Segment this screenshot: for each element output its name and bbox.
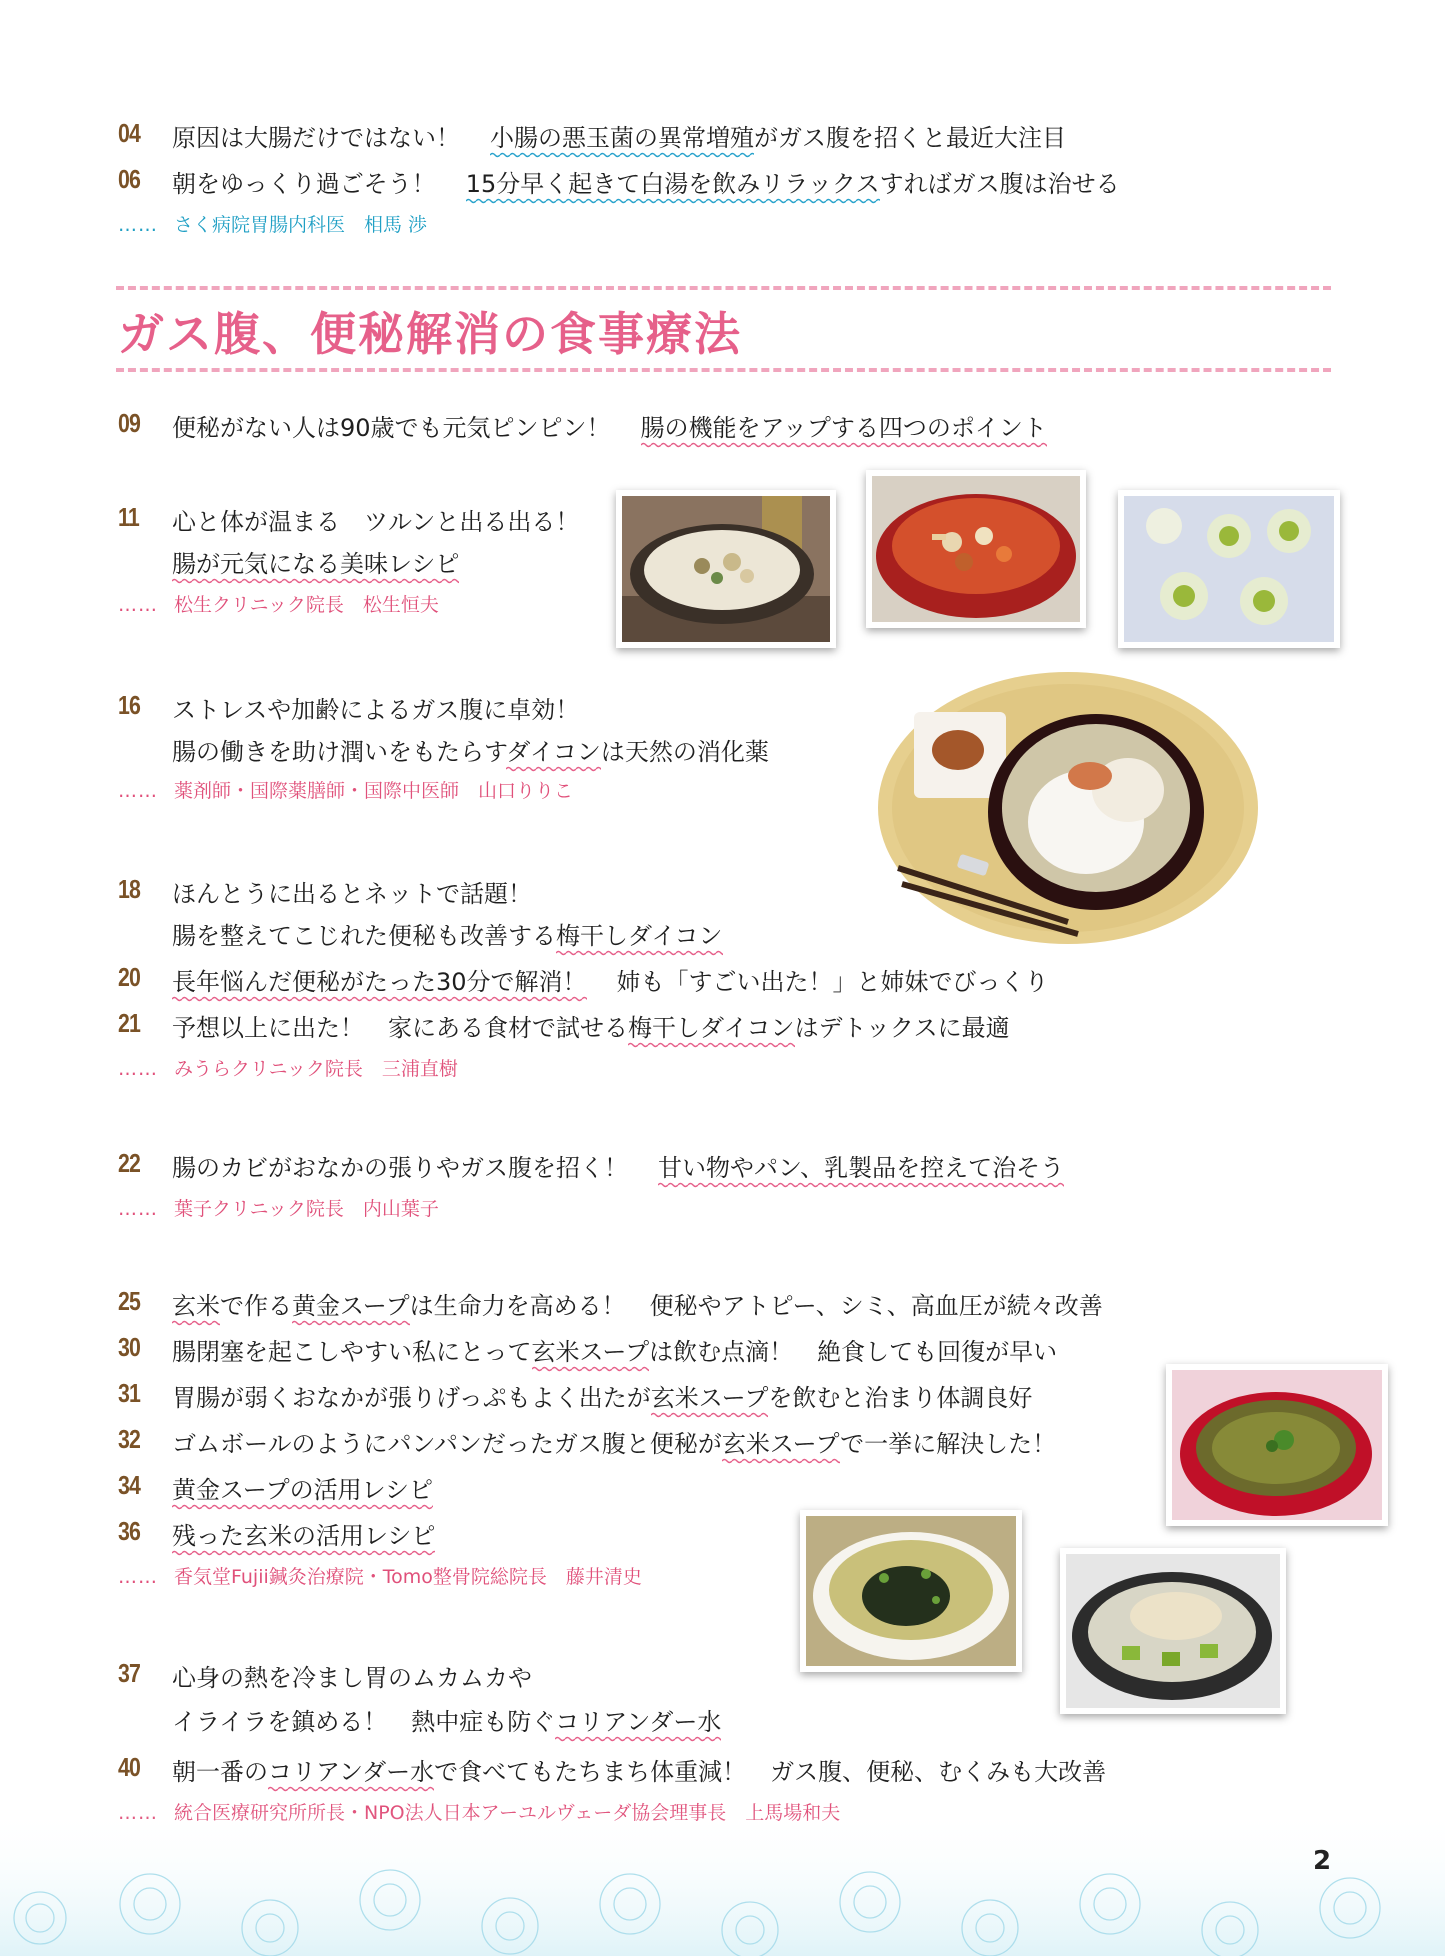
entry-text: 腸閉塞を起こしやすい私にとって <box>172 1338 532 1366</box>
entry-highlight: 甘い物やパン、乳製品を控えて治そう <box>658 1154 1064 1188</box>
entry-text: は生命力を高める！ 便秘やアトピー、シミ、高血圧が続々改善 <box>409 1292 1103 1320</box>
page-ref-number: 22 <box>118 1148 141 1178</box>
page-ref-number: 32 <box>118 1424 141 1454</box>
entry-highlight: 腸の機能をアップする四つのポイント <box>641 414 1047 448</box>
page-ref-number: 31 <box>118 1378 141 1408</box>
toc-entry[interactable] <box>172 1286 1103 1321</box>
entry-highlight: 玄米スープ <box>532 1338 650 1372</box>
entry-text: ストレスや加齢によるガス腹に卓効！ <box>172 696 580 724</box>
entry-highlight: ダイコン <box>506 738 601 772</box>
photo-cream-stew <box>616 490 836 648</box>
toc-entry-line2[interactable] <box>172 544 459 579</box>
page-ref-number: 40 <box>118 1752 141 1782</box>
entry-highlight: 15分早く起きて白湯を飲みリラックス <box>466 170 880 204</box>
page-ref-number: 37 <box>118 1658 141 1688</box>
page-ref-number: 21 <box>118 1008 141 1038</box>
entry-text: 心身の熱を冷まし胃のムカムカや <box>172 1664 532 1692</box>
toc-entry[interactable] <box>172 502 579 537</box>
page-ref-number: 04 <box>118 118 141 148</box>
entry-text: 胃腸が弱くおなかが張りげっぷもよく出たが <box>172 1384 651 1412</box>
entry-text: はデトックスに最適 <box>794 1014 1010 1042</box>
entry-text: は天然の消化薬 <box>600 738 769 766</box>
author-name: 香気堂Fujii鍼灸治療院・Tomo整骨院総院長 藤井清史 <box>174 1566 642 1588</box>
entry-text: で一挙に解決した！ <box>840 1430 1057 1458</box>
page-ref-number: 16 <box>118 690 141 720</box>
page-ref-number: 34 <box>118 1470 141 1500</box>
toc-entry[interactable] <box>172 118 1066 153</box>
photo-tomato-stew <box>866 470 1086 628</box>
page-ref-number: 06 <box>118 164 141 194</box>
toc-entry[interactable] <box>172 1470 433 1505</box>
toc-entry[interactable] <box>172 874 532 909</box>
entry-text: 便秘がない人は90歳でも元気ピンピン！ <box>172 414 611 442</box>
entry-highlight: 残った玄米の活用レシピ <box>172 1522 435 1556</box>
page-ref-number: 18 <box>118 874 141 904</box>
page-ref-number: 20 <box>118 962 141 992</box>
author-credit <box>118 776 573 803</box>
author-name: みうらクリニック院長 三浦直樹 <box>174 1058 458 1080</box>
entry-text: 姉も「すごい出た！」と姉妹でびっくり <box>616 968 1049 996</box>
author-credit <box>118 1054 458 1081</box>
entry-highlight: 黄金スープ <box>292 1292 410 1326</box>
entry-text: ほんとうに出るとネットで話題！ <box>172 880 532 908</box>
footer-rose-pattern <box>0 1808 1445 1956</box>
toc-entry-line2[interactable] <box>172 732 769 767</box>
photo-kiwi-jelly <box>1118 490 1340 648</box>
entry-text: がガス腹を招くと最近大注目 <box>754 124 1066 152</box>
toc-entry[interactable] <box>172 1378 1032 1413</box>
page-ref-number: 09 <box>118 408 141 438</box>
entry-text: 朝をゆっくり過ごそう！ <box>172 170 436 198</box>
entry-text: 腸の働きを助け潤いをもたらす <box>172 738 507 766</box>
author-credit <box>118 210 427 237</box>
entry-text: で食べてもたちまち体重減！ ガス腹、便秘、むくみも大改善 <box>434 1758 1107 1786</box>
leader-dots: …… <box>118 214 158 236</box>
author-name: 薬剤師・国際薬膳師・国際中医師 山口りりこ <box>174 780 574 802</box>
page-ref-number: 25 <box>118 1286 141 1316</box>
author-name: 松生クリニック院長 松生恒夫 <box>174 594 439 616</box>
toc-entry[interactable] <box>172 1752 1106 1787</box>
author-credit <box>118 590 439 617</box>
author-name: 葉子クリニック院長 内山葉子 <box>174 1198 439 1220</box>
entry-highlight: 玄米スープ <box>651 1384 769 1418</box>
entry-text: 腸のカビがおなかの張りやガス腹を招く！ <box>172 1154 628 1182</box>
author-credit <box>118 1194 439 1221</box>
toc-entry[interactable] <box>172 690 579 725</box>
leader-dots: …… <box>118 1566 158 1588</box>
entry-text: 朝一番の <box>172 1758 268 1786</box>
entry-highlight: 玄米 <box>172 1292 220 1326</box>
photo-wakame-soup <box>800 1510 1022 1672</box>
toc-entry[interactable] <box>172 1008 1010 1043</box>
entry-highlight: 玄米スープ <box>722 1430 840 1464</box>
entry-text: を飲むと治まり体調良好 <box>768 1384 1033 1412</box>
author-name: さく病院胃腸内科医 相馬 渉 <box>174 214 428 236</box>
photo-green-soup <box>1166 1364 1388 1526</box>
entry-text: すればガス腹は治せる <box>879 170 1120 198</box>
entry-highlight: コリアンダー水 <box>555 1708 721 1742</box>
heading-divider-top <box>116 286 1331 290</box>
toc-entry[interactable] <box>172 1658 532 1693</box>
page-ref-number: 30 <box>118 1332 141 1362</box>
toc-entry-line2[interactable] <box>172 1702 721 1737</box>
entry-text: は飲む点滴！ 絶食しても回復が早い <box>649 1338 1058 1366</box>
photo-daikon-soup <box>878 672 1258 944</box>
toc-entry-line2[interactable] <box>172 916 723 951</box>
entry-highlight: コリアンダー水 <box>268 1758 434 1792</box>
toc-entry[interactable] <box>172 164 1120 199</box>
toc-entry[interactable] <box>172 962 1049 997</box>
entry-text: 腸を整えてこじれた便秘も改善する <box>172 922 556 950</box>
page-ref-number: 11 <box>118 502 139 532</box>
entry-text: 原因は大腸だけではない！ <box>172 124 460 152</box>
toc-entry[interactable] <box>172 1332 1057 1367</box>
leader-dots: …… <box>118 594 158 616</box>
page-number: 2 <box>1313 1846 1332 1876</box>
entry-highlight: 梅干しダイコン <box>628 1014 795 1048</box>
heading-divider-bottom <box>116 368 1331 372</box>
toc-entry[interactable] <box>172 1148 1064 1183</box>
leader-dots: …… <box>118 1058 158 1080</box>
entry-highlight: 黄金スープの活用レシピ <box>172 1476 433 1510</box>
entry-text: で作る <box>220 1292 292 1320</box>
entry-text: イライラを鎮める！ 熱中症も防ぐ <box>172 1708 556 1736</box>
page-ref-number: 36 <box>118 1516 141 1546</box>
section-heading: ガス腹、便秘解消の食事療法 <box>118 307 742 361</box>
entry-text: 予想以上に出た！ 家にある食材で試せる <box>172 1014 628 1042</box>
toc-entry[interactable] <box>172 1516 435 1551</box>
photo-rice-porridge <box>1060 1548 1286 1714</box>
leader-dots: …… <box>118 780 158 802</box>
entry-highlight: 腸が元気になる美味レシピ <box>172 550 459 584</box>
entry-text: 心と体が温まる ツルンと出る出る！ <box>172 508 580 536</box>
leader-dots: …… <box>118 1198 158 1220</box>
entry-text: ゴムボールのようにパンパンだったガス腹と便秘が <box>172 1430 722 1458</box>
author-credit <box>118 1562 642 1589</box>
toc-entry[interactable] <box>172 408 1047 443</box>
toc-entry[interactable] <box>172 1424 1056 1459</box>
entry-highlight: 長年悩んだ便秘がたった30分で解消！ <box>172 968 587 1002</box>
entry-highlight: 梅干しダイコン <box>556 922 723 956</box>
entry-highlight: 小腸の悪玉菌の異常増殖 <box>490 124 754 158</box>
